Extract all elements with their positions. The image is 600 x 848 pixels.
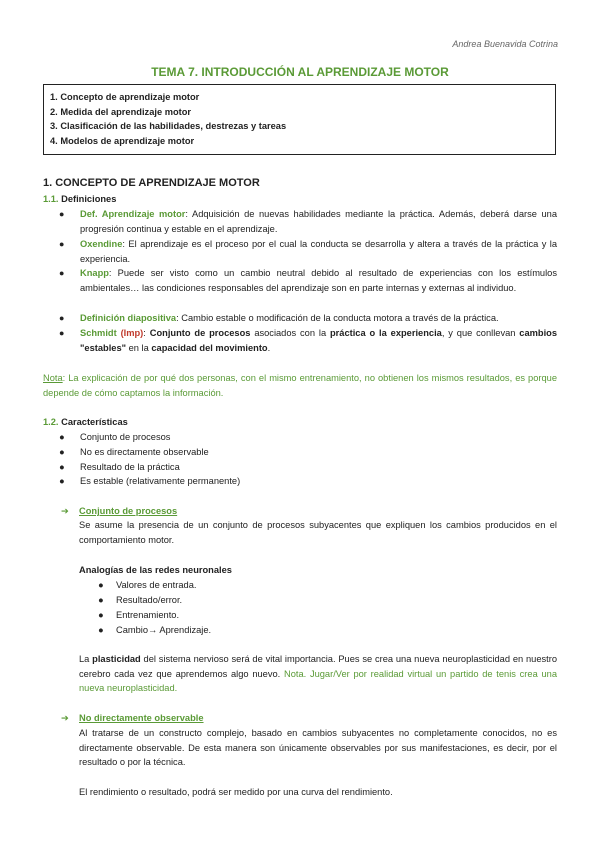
bullet-icon: ● [98,595,104,605]
toc-item: 4. Modelos de aprendizaje motor [50,135,195,146]
block-paragraph: El rendimiento o resultado, podrá ser medido por una curva del rendimiento. [79,787,393,797]
plasticity-paragraph: La plasticidad del sistema nervioso será de vital importancia. Pues se crea una nueva neuroplasticidad en nuestro cerebro cada vez que aprendemos algo nuevo. Nota. Jugar/Ver por realidad virtual un partido de tenis crea una nueva neuroplasticidad. [79,654,557,694]
author-name: Andrea Buenavida Cotrina [452,39,558,49]
definition-term: Schmidt [80,328,117,338]
bullet-icon: ● [59,239,65,249]
definition-text: Definición diapositiva: Cambio estable o modificación de la conducta motora a través de la práctica. [80,313,499,323]
bullet-icon: ● [59,209,65,219]
subsection-heading [43,192,557,207]
bullet-icon: ● [59,432,65,442]
bullet-icon: ● [59,476,65,486]
arrow-right-icon: ➔ [61,506,69,516]
note-label: Nota [43,373,63,383]
table-of-contents [43,84,556,155]
bullet-icon: ● [59,268,65,278]
document-page: Andrea Buenavida Cotrina TEMA 7. INTRODUCCIÓN AL APRENDIZAJE MOTOR 1. Concepto de aprendizaje motor 2. Medida del aprendizaje motor 3. Clasificación de las habilidades, destrezas y tareas 4. Modelos de aprendizaje motor 1. CONCEPTO DE APRENDIZAJE MOTOR 1.1. Definiciones ● Def. Aprendizaje motor: Adquisición de nuevas habilidades mediante la práctica. Además, deberá darse una progresión continua y estable en el aprendizaje. ● Oxendine: El aprendizaje es el proceso por el cual la conducta se desarrolla y altera a través de la práctica y la experiencia. ● Knapp: Puede ser visto como un cambio neutral debido al resultado de experiencias con los estímulos ambientales… las condiciones responsables del aprendizaje son en parte internas y externas al individuo. ● Definición diapositiva: Cambio estable o modificación de la conducta motora a través de la práctica. ● Schmidt (Imp): Conjunto de procesos asociados con la práctica o la experiencia, y que conllevan cambios "estables" en la capacidad del movimiento. Nota: La explicación de por qué dos personas, con el mismo entrenamiento, no obtienen los mismos resultados, es porque depende de cómo captamos la información. 1.2. Características ● Conjunto de procesos ● No es directamente observable ● Resultado de la práctica ● Es estable (relativamente permanente) ➔ Conjunto de procesos Se asume la presencia de un conjunto de procesos subyacentes que expliquen los cambios producidos en el comportamiento motor. Analogías de las redes neuronales ● Valores de entrada. ● Resultado/error. ● Entrenamiento. ● Cambio→ Aprendizaje. La plasticidad del sistema nervioso será de vital importancia. Pues se crea una nueva neuroplasticidad en nuestro cerebro cada vez que aprendemos algo nuevo. Nota. Jugar/Ver por realidad virtual un partido de tenis crea una nueva neuroplasticidad. ➔ No directamente observable Al tratarse de un constructo complejo, basado en cambios subyacentes no completamente conocidos, no es directamente observable. De esta manera son únicamente observables por sus manifestaciones, es decir, por el resultado o por la técnica. El rendimiento o resultado, podrá ser medido por una curva del rendimiento. [0,0,600,848]
definition-item [59,207,557,237]
definition-term: Oxendine [80,239,123,249]
section-heading: 1. CONCEPTO DE APRENDIZAJE MOTOR [43,177,260,189]
definition-item [59,237,557,267]
definition-term: Knapp [80,268,109,278]
important-tag: (Imp) [120,328,144,338]
bullet-icon: ● [98,610,104,620]
subsection-label: Características [61,417,128,427]
definition-text: Schmidt (Imp): Conjunto de procesos asociados con la práctica o la experiencia, y que conllevan cambios "estables" en la capacidad del movimiento. [80,328,558,353]
bullet-icon: ● [98,625,104,635]
definition-item [59,311,557,326]
definition-term: Def. Aprendizaje motor [80,209,186,219]
block-paragraph: Al tratarse de un constructo complejo, basado en cambios subyacentes no completamente conocidos, no es directamente observable. De esta manera son únicamente observables por sus manifestaciones, es decir, por el resultado o por la técnica. [79,728,557,768]
definition-item-schmidt [59,326,557,356]
block-paragraph: Se asume la presencia de un conjunto de procesos subyacentes que expliquen los cambios producidos en el comportamiento motor. [79,520,557,545]
subsection-heading [43,415,557,430]
subsection-label: Definiciones [61,194,117,204]
block-title: No directamente observable [79,713,204,723]
arrow-right-icon: ➔ [61,713,69,723]
subsection-number: 1.2. [43,417,59,427]
bullet-icon: ● [59,462,65,472]
definition-text: Oxendine: El aprendizaje es el proceso por el cual la conducta se desarrolla y altera a través de la práctica y la experiencia. [80,239,557,264]
note-paragraph: Nota: La explicación de por qué dos personas, con el mismo entrenamiento, no obtienen los mismos resultados, es porque depende de cómo captamos la información. [43,373,557,398]
toc-item: 1. Concepto de aprendizaje motor [50,92,200,102]
subsection-number: 1.1. [43,194,59,204]
toc-item: 2. Medida del aprendizaje motor [50,106,192,117]
analogies-title: Analogías de las redes neuronales [79,565,232,575]
definition-text: Knapp: Puede ser visto como un cambio neutral debido al resultado de experiencias con los estímulos ambientales… las condiciones responsables del aprendizaje son en parte internas y externas al individuo. [80,268,557,293]
definition-term: Definición diapositiva [80,313,177,323]
definition-text: Def. Aprendizaje motor: Adquisición de nuevas habilidades mediante la práctica. Además, deberá darse una progresión continua y estable en el aprendizaje. [80,209,558,234]
bullet-icon: ● [59,313,65,323]
bullet-icon: ● [98,580,104,590]
toc-item: 3. Clasificación de las habilidades, destrezas y tareas [50,121,287,132]
block-title: Conjunto de procesos [79,506,178,516]
bullet-icon: ● [59,328,65,338]
bullet-icon: ● [59,447,65,457]
definition-item [59,266,557,311]
inline-note: Nota. Jugar/Ver por realidad virtual un partido de tenis crea una nueva neuroplasticidad. [79,668,557,694]
document-title: TEMA 7. INTRODUCCIÓN AL APRENDIZAJE MOTOR [151,65,449,79]
